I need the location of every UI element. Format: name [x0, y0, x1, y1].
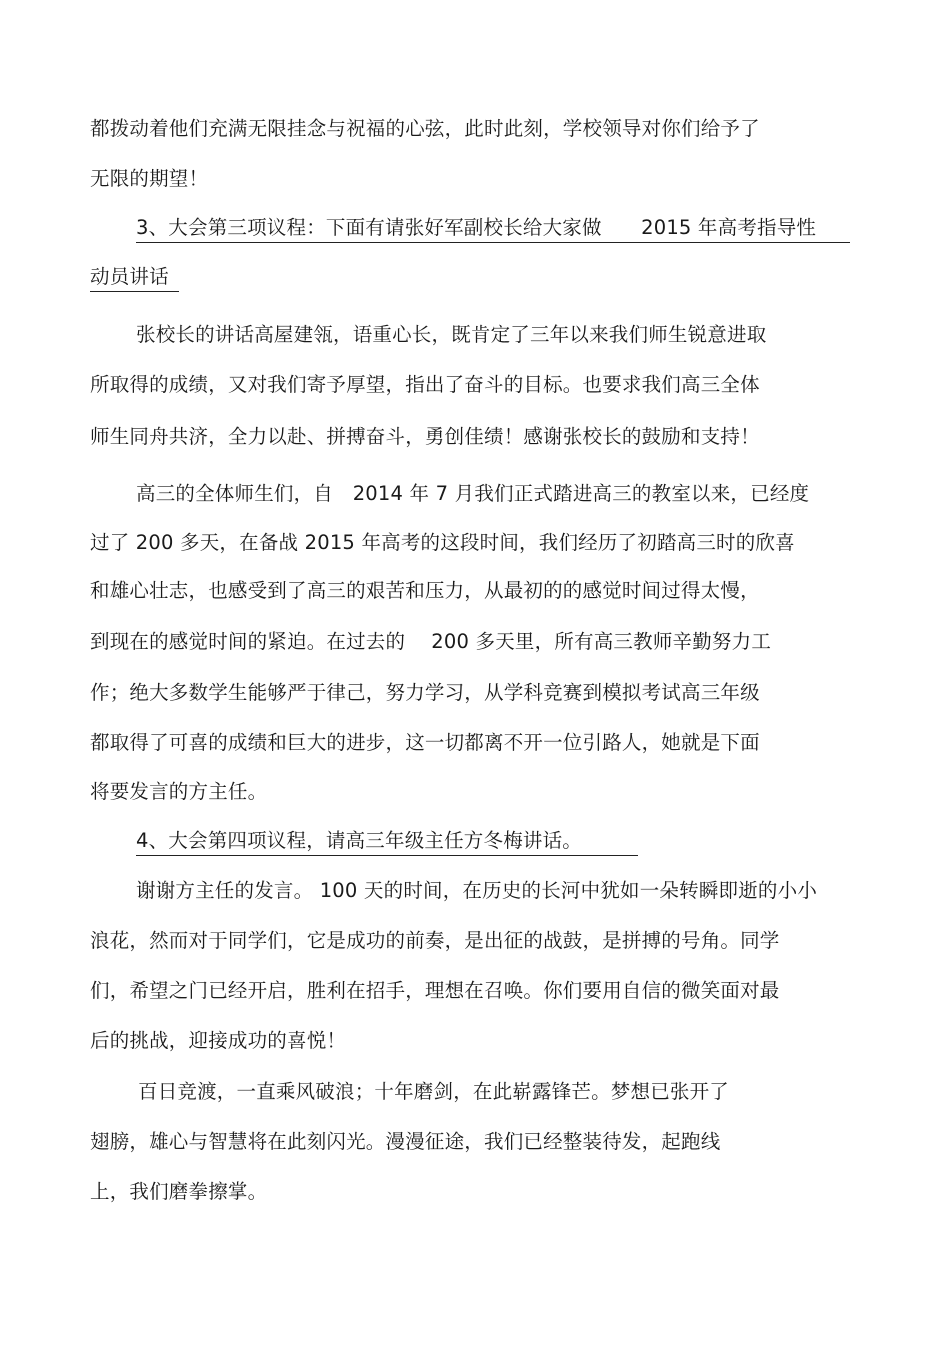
text-line: 张校长的讲话高屋建瓴，语重心长，既肯定了三年以来我们师生锐意进取 — [136, 323, 767, 346]
text-line: 过了 200 多天，在备战 2015 年高考的这段时间，我们经历了初踏高三时的欣喜 — [90, 531, 795, 554]
text-line: 高三的全体师生们，自 2014 年 7 月我们正式踏进高三的教室以来，已经度 — [136, 482, 810, 505]
text-line: 将要发言的方主任。 — [90, 780, 268, 803]
agenda-item-3-cont: 动员讲话 — [90, 264, 179, 292]
text-line: 师生同舟共济，全力以赴、拼搏奋斗，勇创佳绩！感谢张校长的鼓励和支持！ — [90, 425, 760, 448]
text-line: 谢谢方主任的发言。 100 天的时间，在历史的长河中犹如一朵转瞬即逝的小小 — [136, 879, 818, 902]
agenda-item-3: 3、大会第三项议程：下面有请张好军副校长给大家做 2015 年高考指导性 — [136, 215, 850, 243]
text-line: 都取得了可喜的成绩和巨大的进步，这一切都离不开一位引路人，她就是下面 — [90, 731, 760, 754]
text-line: 到现在的感觉时间的紧迫。在过去的 200 多天里，所有高三教师辛勤努力工 — [90, 630, 772, 653]
text-line: 都拨动着他们充满无限挂念与祝福的心弦，此时此刻，学校领导对你们给予了 — [90, 117, 760, 140]
text-line: 作；绝大多数学生能够严于律己，努力学习，从学科竞赛到模拟考试高三年级 — [90, 681, 760, 704]
text-line: 所取得的成绩，又对我们寄予厚望，指出了奋斗的目标。也要求我们高三全体 — [90, 373, 760, 396]
text-line: 后的挑战，迎接成功的喜悦！ — [90, 1029, 347, 1052]
text-line: 上，我们磨拳擦掌。 — [90, 1180, 268, 1203]
text-line: 翅膀，雄心与智慧将在此刻闪光。漫漫征途，我们已经整装待发，起跑线 — [90, 1130, 721, 1153]
text-line: 百日竞渡，一直乘风破浪；十年磨剑，在此崭露锋芒。梦想已张开了 — [138, 1080, 730, 1103]
agenda-item-4: 4、大会第四项议程，请高三年级主任方冬梅讲话。 — [136, 828, 638, 856]
text-line: 和雄心壮志，也感受到了高三的艰苦和压力，从最初的的感觉时间过得太慢， — [90, 579, 760, 602]
text-line: 们，希望之门已经开启，胜利在招手，理想在召唤。你们要用自信的微笑面对最 — [90, 979, 780, 1002]
text-line: 无限的期望！ — [90, 167, 209, 190]
text-line: 浪花，然而对于同学们，它是成功的前奏，是出征的战鼓，是拼搏的号角。同学 — [90, 929, 780, 952]
